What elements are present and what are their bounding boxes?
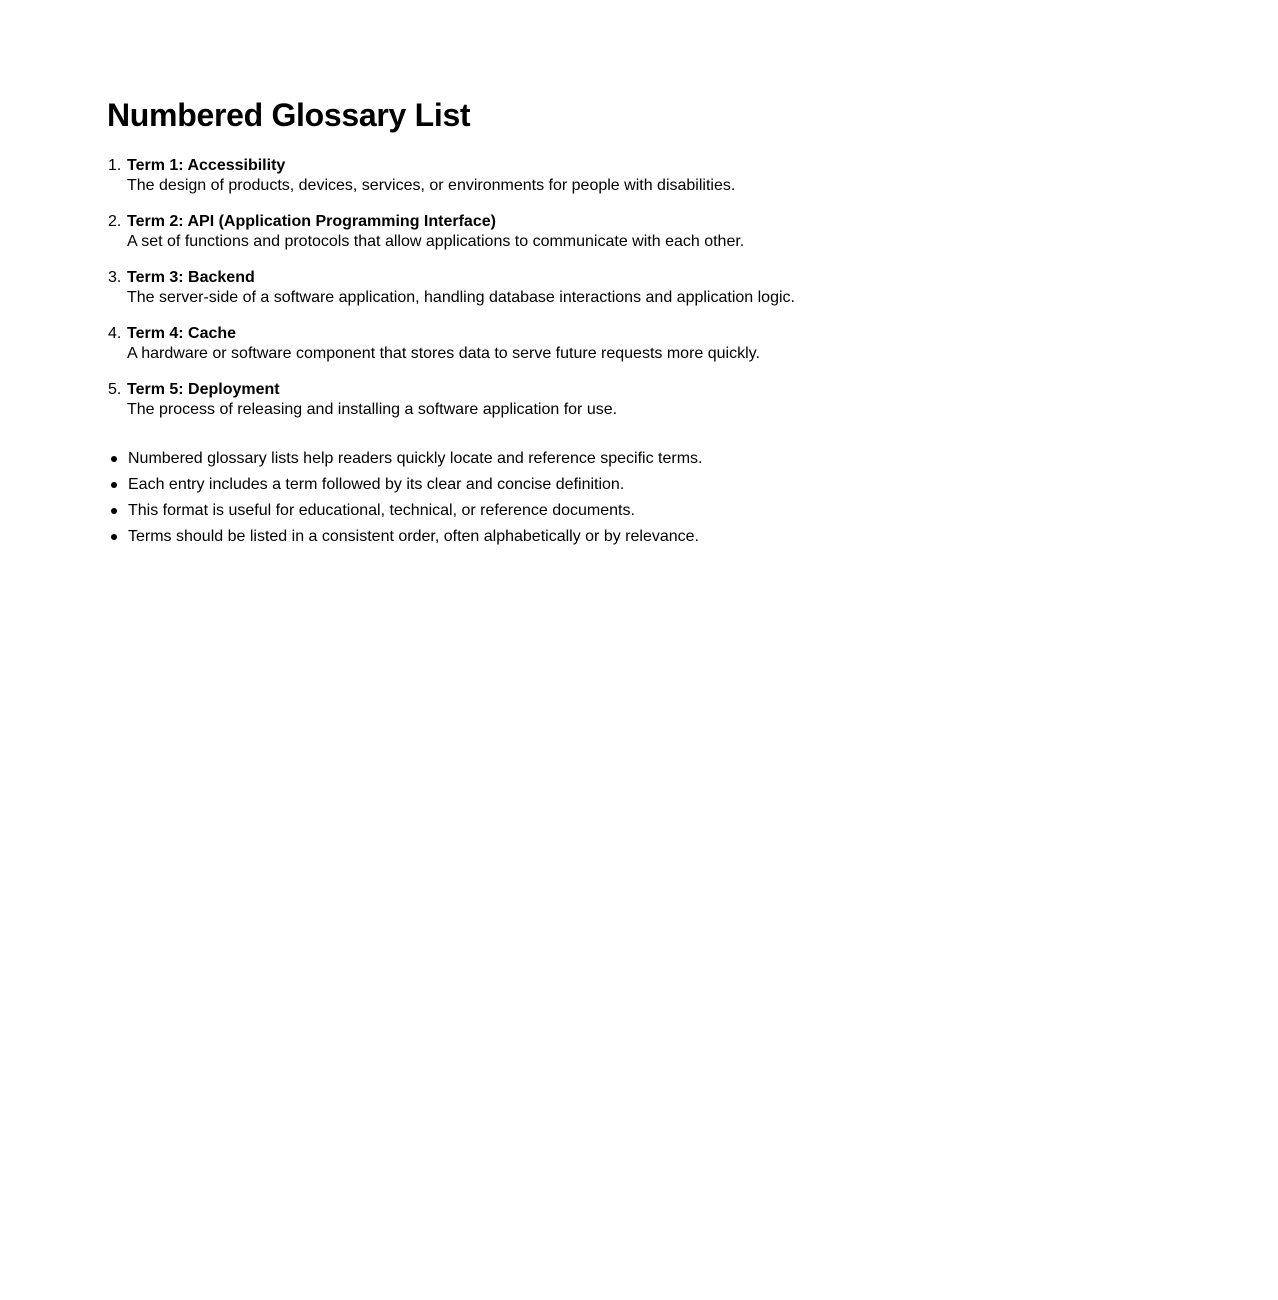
bullet-icon bbox=[111, 482, 117, 488]
glossary-item bbox=[107, 212, 1278, 252]
item-number: 1. bbox=[108, 157, 122, 174]
glossary-item bbox=[107, 324, 1278, 364]
note-text: This format is useful for educational, technical, or reference documents. bbox=[128, 502, 635, 519]
page-title: Numbered Glossary List bbox=[107, 97, 471, 133]
glossary-definition: The server-side of a software application, handling database interactions and application logic. bbox=[127, 289, 795, 306]
item-number: 3. bbox=[108, 269, 122, 286]
notes-list bbox=[107, 446, 1278, 550]
glossary-term: Term 1: Accessibility bbox=[127, 157, 286, 174]
bullet-icon bbox=[111, 456, 117, 462]
bullet-icon bbox=[111, 534, 117, 540]
page bbox=[0, 0, 1278, 550]
glossary-list bbox=[107, 156, 1278, 420]
glossary-item bbox=[107, 156, 1278, 196]
glossary-term: Term 5: Deployment bbox=[127, 381, 280, 398]
glossary-term: Term 3: Backend bbox=[127, 269, 255, 286]
glossary-definition: A hardware or software component that stores data to serve future requests more quickly. bbox=[127, 345, 760, 362]
note-text: Numbered glossary lists help readers quickly locate and reference specific terms. bbox=[128, 450, 703, 467]
note-item bbox=[107, 446, 1278, 472]
note-item bbox=[107, 498, 1278, 524]
note-text: Each entry includes a term followed by its clear and concise definition. bbox=[128, 476, 625, 493]
glossary-definition: The process of releasing and installing a software application for use. bbox=[127, 401, 618, 418]
bullet-icon bbox=[111, 508, 117, 514]
glossary-item bbox=[107, 268, 1278, 308]
note-item bbox=[107, 472, 1278, 498]
glossary-term: Term 2: API (Application Programming Interface) bbox=[127, 213, 496, 230]
note-text: Terms should be listed in a consistent order, often alphabetically or by relevance. bbox=[128, 528, 699, 545]
note-item bbox=[107, 524, 1278, 550]
glossary-term: Term 4: Cache bbox=[127, 325, 237, 342]
glossary-item bbox=[107, 380, 1278, 420]
glossary-definition: The design of products, devices, services, or environments for people with disabilities. bbox=[127, 177, 736, 194]
glossary-definition: A set of functions and protocols that allow applications to communicate with each other. bbox=[127, 233, 745, 250]
item-number: 5. bbox=[108, 381, 122, 398]
item-number: 2. bbox=[108, 213, 122, 230]
item-number: 4. bbox=[108, 325, 122, 342]
